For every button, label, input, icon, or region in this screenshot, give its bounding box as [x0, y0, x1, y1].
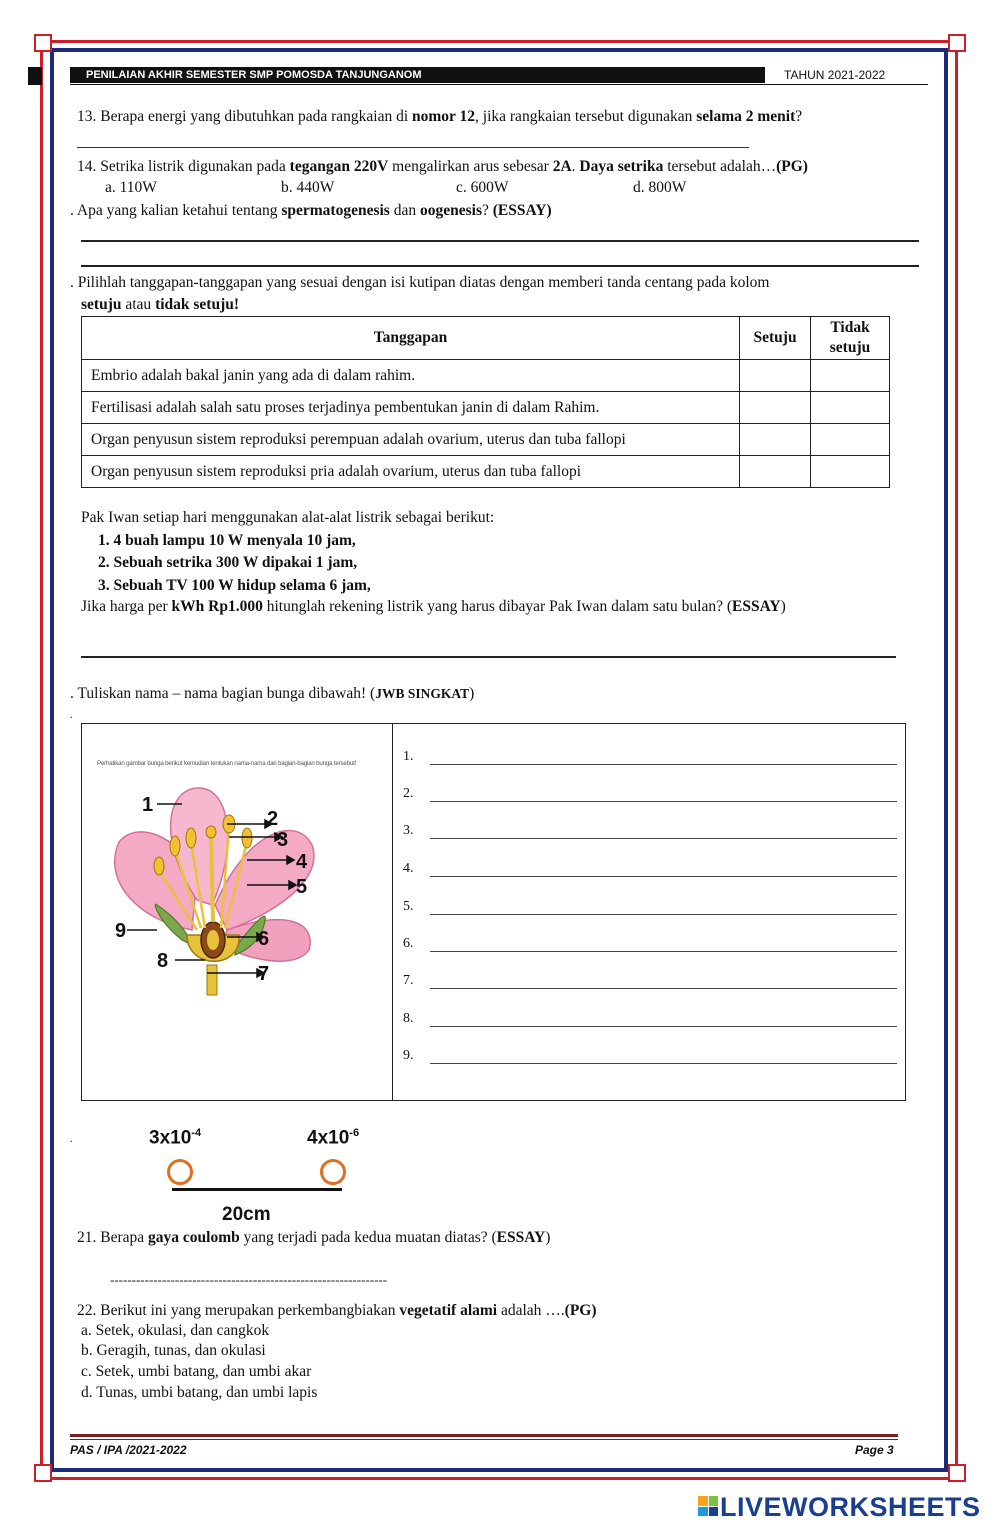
- frame-corner: [948, 1464, 966, 1482]
- checkbox-tidak-setuju[interactable]: [811, 392, 890, 424]
- header-block: [28, 67, 42, 85]
- answer-number-9: 9.: [403, 1048, 414, 1063]
- checkbox-setuju[interactable]: [740, 360, 811, 392]
- distance-label: 20cm: [222, 1204, 271, 1225]
- checkbox-setuju[interactable]: [740, 424, 811, 456]
- answer-input-7[interactable]: [430, 988, 897, 989]
- liveworksheets-watermark: LIVEWORKSHEETS: [720, 1492, 981, 1522]
- flower-label-5: 5: [296, 876, 308, 898]
- question-22: 22. Berikut ini yang merupakan perkembangbiakan vegetatif alami adalah ….(PG): [77, 1302, 597, 1319]
- answer-line-17[interactable]: [81, 656, 896, 658]
- question-17: Jika harga per kWh Rp1.000 hitunglah rekening listrik yang harus dibayar Pak Iwan dalam satu bulan? (ESSAY): [81, 598, 786, 615]
- question-18: . Tuliskan nama – nama bagian bunga dibawah! (JWB SINGKAT): [70, 685, 475, 702]
- q22-option-b[interactable]: b. Geragih, tunas, dan okulasi: [81, 1342, 266, 1359]
- q22-option-d[interactable]: d. Tunas, umbi batang, dan umbi lapis: [81, 1384, 318, 1401]
- q14-option-c[interactable]: c. 600W: [456, 179, 509, 196]
- table-cell-statement: Fertilisasi adalah salah satu proses terjadinya pembentukan janin di dalam Rahim.: [82, 392, 740, 424]
- answer-input-6[interactable]: [430, 951, 897, 952]
- frame-corner: [948, 34, 966, 52]
- footer-rule-thin: [70, 1439, 898, 1440]
- flower-label-8: 8: [157, 950, 169, 972]
- answer-input-4[interactable]: [430, 876, 897, 877]
- box-divider: [392, 723, 393, 1101]
- q22-option-c[interactable]: c. Setek, umbi batang, dan umbi akar: [81, 1363, 312, 1380]
- flower-label-4: 4: [296, 851, 308, 873]
- question-21: 21. Berapa gaya coulomb yang terjadi pada kedua muatan diatas? (ESSAY): [77, 1229, 551, 1246]
- distance-line: [172, 1188, 342, 1191]
- checkbox-setuju[interactable]: [740, 456, 811, 488]
- table-cell-statement: Organ penyusun sistem reproduksi perempuan adalah ovarium, uterus dan tuba fallopi: [82, 424, 740, 456]
- q14-option-d[interactable]: d. 800W: [633, 179, 687, 196]
- answer-number-7: 7.: [403, 973, 414, 988]
- question-16: . Pilihlah tanggapan-tanggapan yang sesuai dengan isi kutipan diatas dengan memberi tanda centang pada kolom: [70, 274, 770, 291]
- table-row: [82, 360, 890, 392]
- answer-number-1: 1.: [403, 749, 414, 764]
- answer-input-9[interactable]: [430, 1063, 897, 1064]
- checkbox-tidak-setuju[interactable]: [811, 456, 890, 488]
- frame-corner: [34, 34, 52, 52]
- liveworksheets-logo-icon: [698, 1496, 718, 1516]
- q17-item-3: 3. Sebuah TV 100 W hidup selama 6 jam,: [98, 577, 371, 594]
- flower-label-7: 7: [258, 963, 270, 985]
- stray-dot: .: [70, 1134, 73, 1145]
- flower-image-caption: Perhatikan gambar bunga berikut kemudian tentukan nama-nama dari bagian-bagian bunga tersebut!: [97, 760, 357, 767]
- answer-line-21[interactable]: ----------------------------------------------------------------: [110, 1272, 388, 1287]
- q14-option-b[interactable]: b. 440W: [281, 179, 335, 196]
- flower-label-6: 6: [258, 928, 270, 950]
- charge-2-value: $4x10^{-6}$: [307, 1127, 360, 1149]
- answer-number-5: 5.: [403, 899, 414, 914]
- header-rule: [70, 84, 928, 85]
- header-title: PENILAIAN AKHIR SEMESTER SMP POMOSDA TANJUNGANOM: [70, 67, 765, 83]
- answer-number-4: 4.: [403, 861, 414, 876]
- frame-corner: [34, 1464, 52, 1482]
- checkbox-setuju[interactable]: [740, 392, 811, 424]
- table-header-tidak-setuju: Tidak setuju: [811, 317, 890, 360]
- answer-line-13[interactable]: [77, 147, 749, 148]
- answer-input-8[interactable]: [430, 1026, 897, 1027]
- question-13: 13. Berapa energi yang dibutuhkan pada rangkaian di nomor 12, jika rangkaian tersebut digunakan selama 2 menit?: [77, 108, 803, 125]
- footer-page-number: Page 3: [855, 1443, 894, 1457]
- question-17-intro: Pak Iwan setiap hari menggunakan alat-alat listrik sebagai berikut:: [81, 509, 495, 526]
- answer-number-8: 8.: [403, 1011, 414, 1026]
- answer-number-3: 3.: [403, 823, 414, 838]
- flower-label-2: 2: [267, 808, 279, 830]
- flower-label-1: 1: [142, 794, 154, 816]
- table-row: [82, 424, 890, 456]
- checkbox-tidak-setuju[interactable]: [811, 360, 890, 392]
- q17-item-1: 1. 4 buah lampu 10 W menyala 10 jam,: [98, 532, 356, 549]
- answer-number-6: 6.: [403, 936, 414, 951]
- stray-dot: .: [70, 710, 73, 721]
- table-row: [82, 456, 890, 488]
- table-header-setuju: Setuju: [740, 317, 811, 360]
- charge-1-value: $3x10^{-4}$: [149, 1127, 202, 1149]
- answer-input-2[interactable]: [430, 801, 897, 802]
- table-cell-statement: Organ penyusun sistem reproduksi pria adalah ovarium, uterus dan tuba fallopi: [82, 456, 740, 488]
- answer-input-1[interactable]: [430, 764, 897, 765]
- answer-line-15a[interactable]: [81, 240, 919, 242]
- footer-left: PAS / IPA /2021-2022: [70, 1443, 187, 1457]
- question-14: 14. Setrika listrik digunakan pada tegangan 220V mengalirkan arus sebesar 2A. Daya setrika tersebut adalah…(PG): [77, 158, 808, 175]
- q22-option-a[interactable]: a. Setek, okulasi, dan cangkok: [81, 1322, 270, 1339]
- charge-2-circle: [320, 1159, 346, 1185]
- table-header-tanggapan: Tanggapan: [82, 317, 740, 360]
- flower-label-3: 3: [277, 829, 289, 851]
- table-cell-statement: Embrio adalah bakal janin yang ada di dalam rahim.: [82, 360, 740, 392]
- q14-option-a[interactable]: a. 110W: [105, 179, 157, 196]
- q17-item-2: 2. Sebuah setrika 300 W dipakai 1 jam,: [98, 554, 358, 571]
- answer-line-15b[interactable]: [81, 265, 919, 267]
- response-table: [81, 316, 890, 488]
- footer-rule: [70, 1434, 898, 1437]
- answer-number-2: 2.: [403, 786, 414, 801]
- question-16-line2: setuju atau tidak setuju!: [81, 296, 240, 313]
- header-year: TAHUN 2021-2022: [784, 68, 886, 82]
- answer-input-3[interactable]: [430, 838, 897, 839]
- flower-label-9: 9: [115, 920, 127, 942]
- answer-input-5[interactable]: [430, 914, 897, 915]
- flower-diagram: [97, 780, 377, 1000]
- charge-1-circle: [167, 1159, 193, 1185]
- table-row: [82, 392, 890, 424]
- checkbox-tidak-setuju[interactable]: [811, 424, 890, 456]
- question-15: . Apa yang kalian ketahui tentang spermatogenesis dan oogenesis? (ESSAY): [70, 202, 552, 219]
